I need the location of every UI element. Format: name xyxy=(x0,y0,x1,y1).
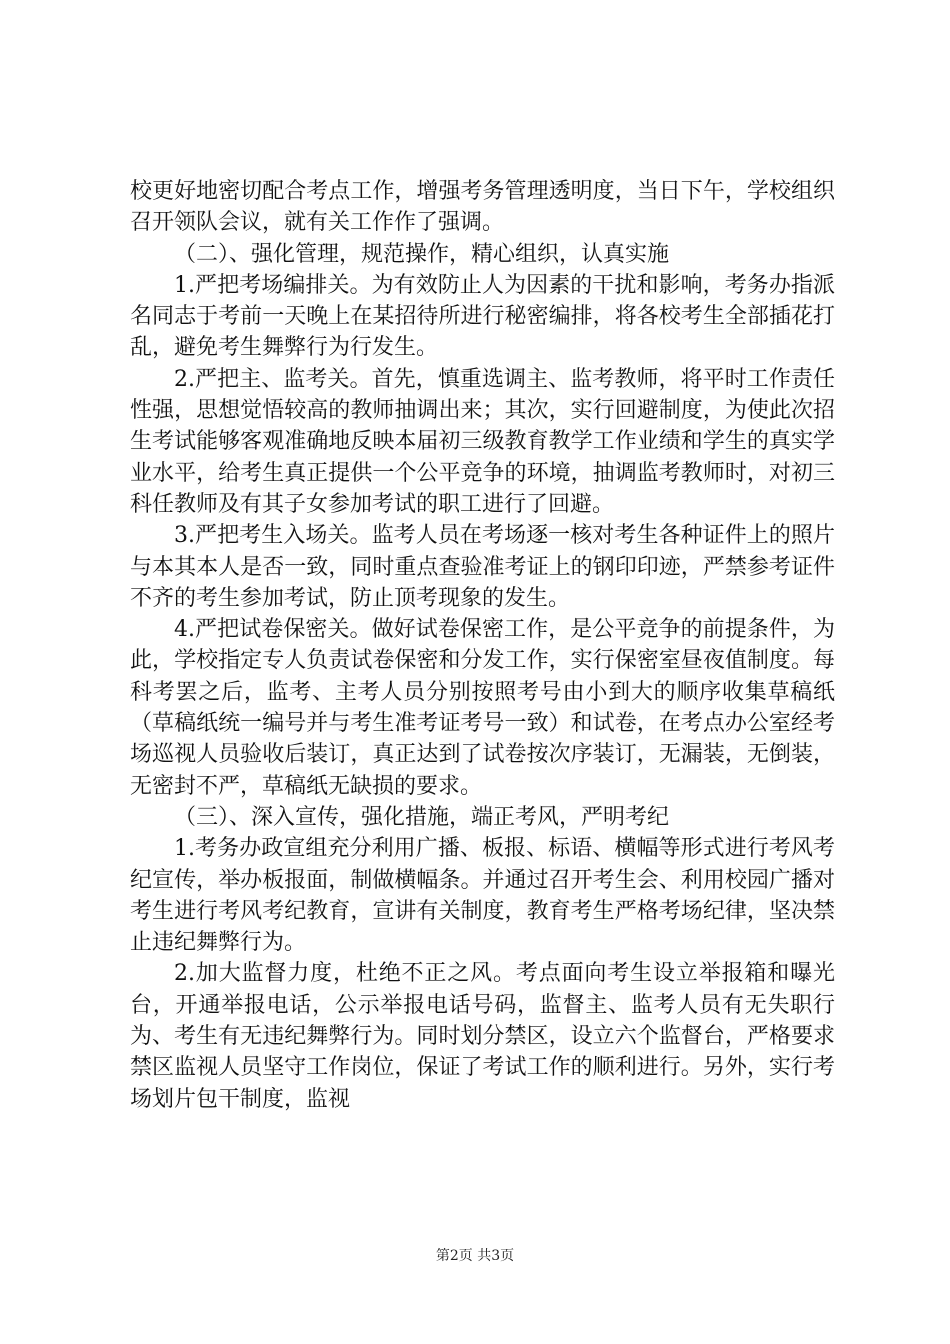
document-body xyxy=(130,176,835,1115)
paragraph: 校更好地密切配合考点工作，增强考务管理透明度，当日下午，学校组织召开领队会议，就有关工作作了强调。 xyxy=(130,179,835,236)
paragraph: 4.严把试卷保密关。做好试卷保密工作，是公平竞争的前提条件，为此，学校指定专人负责试卷保密和分发工作，实行保密室昼夜值制度。每科考罢之后，监考、主考人员分别按照考号由小到大的顺序收集草稿纸（草稿纸统一编号并与考生准考证考号一致）和试卷，在考点办公室经考场巡视人员验收后装订，真正达到了试卷按次序装订，无漏装，无倒装，无密封不严，草稿纸无缺损的要求。 xyxy=(130,617,835,799)
page-footer: 第2页 共3页 xyxy=(435,1248,515,1264)
section-heading: （二）、强化管理，规范操作，精心组织，认真实施 xyxy=(174,241,670,267)
paragraph: 2.严把主、监考关。首先，慎重选调主、监考教师，将平时工作责任性强，思想觉悟较高的教师抽调出来；其次，实行回避制度，为使此次招生考试能够客观准确地反映本届初三级教育教学工作业绩和学生的真实学业水平，给考生真正提供一个公平竞争的环境，抽调监考教师时，对初三科任教师及有其子女参加考试的职工进行了回避。 xyxy=(130,366,835,517)
section-heading: （三）、深入宣传，强化措施，端正考风，严明考纪 xyxy=(174,804,670,830)
paragraph: 2.加大监督力度，杜绝不正之风。考点面向考生设立举报箱和曝光台，开通举报电话，公示举报电话号码，监督主、监考人员有无失职行为、考生有无违纪舞弊行为。同时划分禁区，设立六个监督台，严格要求禁区监视人员坚守工作岗位，保证了考试工作的顺利进行。另外，实行考场划片包干制度，监视 xyxy=(130,961,835,1112)
paragraph: 1.严把考场编排关。为有效防止人为因素的干扰和影响，考务办指派名同志于考前一天晚上在某招待所进行秘密编排，将各校考生全部插花打乱，避免考生舞弊行为行发生。 xyxy=(130,272,835,361)
paragraph: 3.严把考生入场关。监考人员在考场逐一核对考生各种证件上的照片与本其本人是否一致，同时重点查验准考证上的钢印印迹，严禁参考证件不齐的考生参加考试，防止顶考现象的发生。 xyxy=(130,523,835,611)
paragraph: 1.考务办政宣组充分利用广播、板报、标语、横幅等形式进行考风考纪宣传，举办板报面，制做横幅条。并通过召开考生会、利用校园广播对考生进行考风考纪教育，宣讲有关制度，教育考生严格考场纪律，坚决禁止违纪舞弊行为。 xyxy=(130,836,835,956)
